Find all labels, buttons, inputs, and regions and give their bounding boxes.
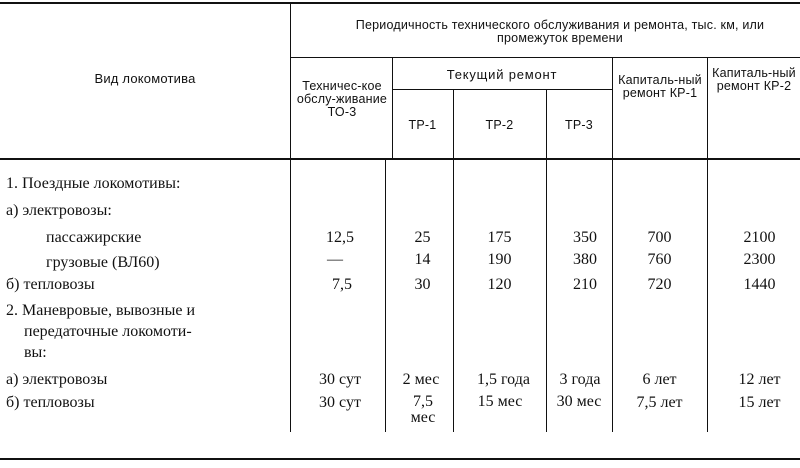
- row-label: вы:: [24, 344, 47, 361]
- table-top-rule: [0, 2, 800, 4]
- header-type-col: Вид локомотива: [94, 71, 196, 86]
- cell-value: 30 мес: [556, 393, 602, 410]
- row-label: а) электровозы:: [6, 202, 112, 219]
- cell-value: 1,5 года: [477, 371, 530, 388]
- header-kr2: Капиталь-ный ремонт КР-2: [712, 66, 796, 93]
- cell-value: —: [327, 251, 343, 268]
- cell-value: 7,5: [332, 276, 352, 293]
- cell-value: 7,5 лет: [636, 394, 683, 411]
- row-label: 1. Поездные локомотивы:: [6, 175, 181, 192]
- cell-value: 210: [573, 276, 597, 293]
- cell-value: 14: [414, 251, 431, 268]
- header-tr2: ТР-2: [485, 118, 514, 132]
- cell-value: 30 сут: [319, 371, 361, 388]
- header-bottom-rule: [0, 158, 800, 160]
- cell-value: 7,5 мес: [410, 393, 436, 426]
- cell-value: 2 мес: [402, 371, 440, 388]
- cell-value: 30 сут: [319, 394, 361, 411]
- header-tr3: ТР-3: [565, 118, 593, 132]
- cell-value: 720: [647, 276, 672, 293]
- cell-value: 350: [573, 229, 597, 246]
- cell-value: 2100: [743, 229, 776, 246]
- cell-value: 380: [573, 251, 597, 268]
- header-current-repair: Текущий ремонт: [446, 67, 558, 82]
- body-divider-1: [290, 160, 291, 432]
- cell-value: 760: [647, 251, 672, 268]
- divider-type-col: [290, 2, 291, 158]
- row-label: б) тепловозы: [6, 276, 95, 293]
- table-bottom-rule: [0, 458, 800, 460]
- body-divider-4: [546, 160, 547, 432]
- cell-value: 12 лет: [738, 371, 781, 388]
- divider-tr3-col: [612, 57, 613, 158]
- body-divider-5: [612, 160, 613, 432]
- cell-value: 15 мес: [477, 393, 523, 410]
- cell-value: 120: [487, 276, 512, 293]
- cell-value: 15 лет: [738, 394, 781, 411]
- cell-value: 30: [414, 276, 431, 293]
- header-tr1: ТР-1: [408, 118, 437, 132]
- cell-value: 2300: [743, 251, 776, 268]
- period-subheader-rule: [290, 57, 800, 58]
- cell-value: 175: [487, 229, 512, 246]
- body-divider-6: [707, 160, 708, 432]
- cell-value: 6 лет: [642, 371, 677, 388]
- body-divider-3: [453, 160, 454, 432]
- cell-value: 1440: [743, 276, 776, 293]
- row-label: передаточные локомоти-: [24, 323, 192, 340]
- row-label: грузовые (ВЛ60): [46, 254, 160, 271]
- header-to3: Техничес-кое обслу-живание ТО-3: [296, 79, 388, 119]
- divider-kr1-col: [707, 57, 708, 158]
- header-period-title: Периодичность технического обслуживания и ремонта, тыс. км, или промежуток времени: [355, 18, 765, 45]
- row-label: 2. Маневровые, вывозные и: [6, 302, 195, 319]
- cell-value: 700: [647, 229, 672, 246]
- current-repair-subheader-rule: [392, 89, 612, 90]
- cell-value: 190: [487, 251, 512, 268]
- cell-value: 3 года: [559, 371, 601, 388]
- cell-value: 25: [414, 229, 431, 246]
- row-label: а) электровозы: [6, 371, 108, 388]
- header-kr1: Капиталь-ный ремонт КР-1: [618, 73, 702, 100]
- row-label: б) тепловозы: [6, 394, 95, 411]
- body-divider-2: [385, 160, 386, 432]
- cell-value: 12,5: [326, 229, 354, 246]
- row-label: пассажирские: [46, 229, 142, 246]
